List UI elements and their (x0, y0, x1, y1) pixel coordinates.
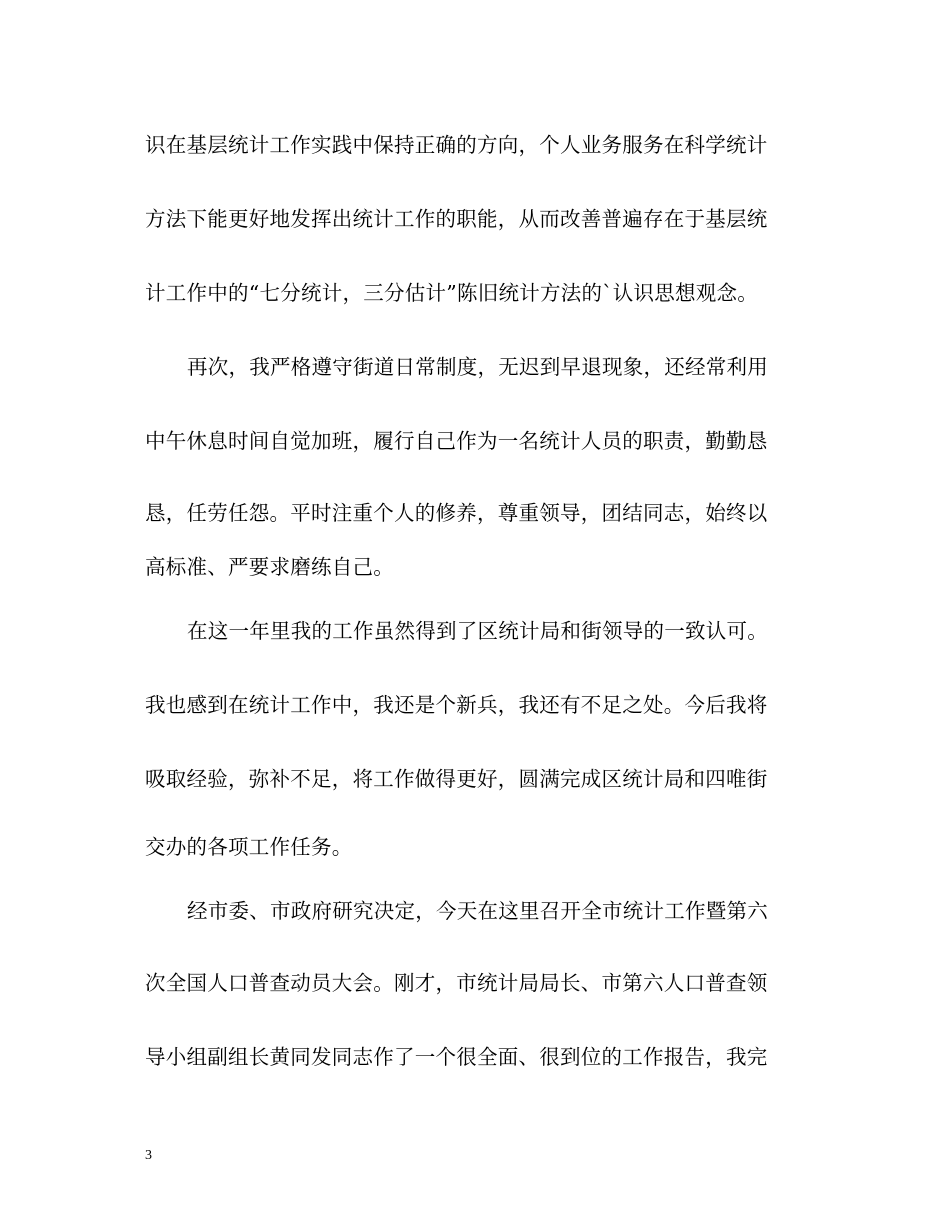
text-line-13: 次全国人口普查动员大会。刚才，市统计局局长、市第六人口普查领 (145, 971, 768, 995)
text-line-5: 中午休息时间自觉加班，履行自己作为一名统计人员的职责，勤勤恳 (145, 429, 768, 453)
text-line-6: 恳，任劳任怨。平时注重个人的修养，尊重领导，团结同志，始终以 (145, 501, 768, 525)
text-line-7: 高标准、严要求磨练自己。 (145, 555, 394, 579)
text-line-11: 交办的各项工作任务。 (145, 835, 353, 859)
paragraph-start-line-8: 在这一年里我的工作虽然得到了区统计局和街领导的一致认可。 (187, 619, 768, 643)
paragraph-start-line-12: 经市委、市政府研究决定，今天在这里召开全市统计工作暨第六 (187, 899, 768, 923)
text-line-1: 识在基层统计工作实践中保持正确的方向，个人业务服务在科学统计 (145, 133, 768, 157)
page-number: 3 (145, 1148, 152, 1163)
text-line-2: 方法下能更好地发挥出统计工作的职能，从而改善普遍存在于基层统 (145, 207, 768, 231)
text-line-9: 我也感到在统计工作中，我还是个新兵，我还有不足之处。今后我将 (145, 693, 768, 717)
paragraph-start-line-4: 再次，我严格遵守街道日常制度，无迟到早退现象，还经常利用 (187, 355, 768, 379)
text-line-14: 导小组副组长黄同发同志作了一个很全面、很到位的工作报告，我完 (145, 1045, 768, 1069)
text-line-3: 计工作中的“七分统计，三分估计”陈旧统计方法的`认识思想观念。 (145, 281, 758, 305)
text-line-10: 吸取经验，弥补不足，将工作做得更好，圆满完成区统计局和四唯街 (145, 767, 768, 791)
